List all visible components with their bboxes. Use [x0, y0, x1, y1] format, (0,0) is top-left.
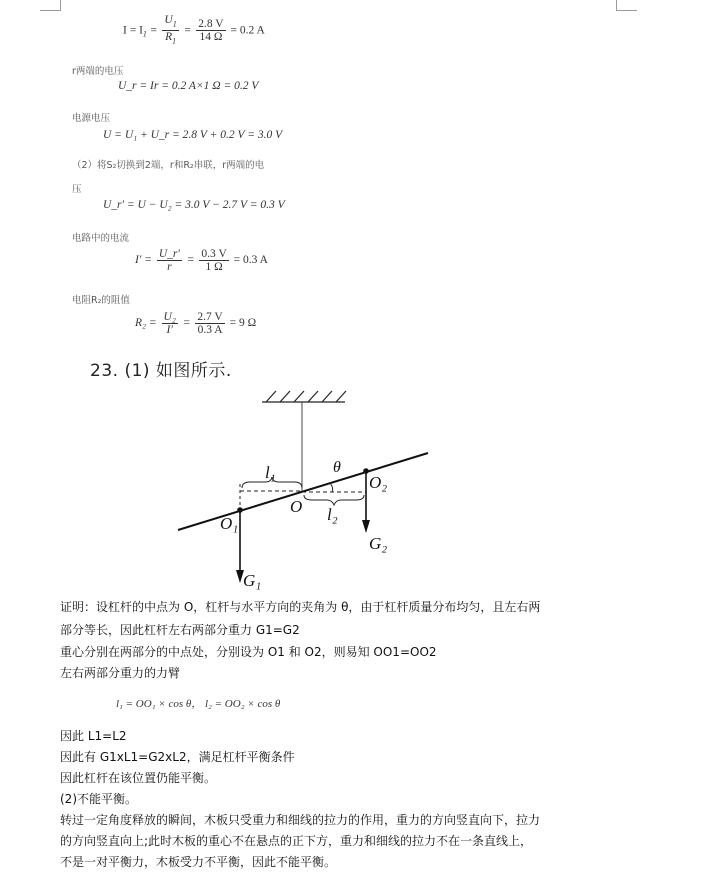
proof-line-2: 部分等长，因此杠杆左右两部分重力 G1=G2	[60, 623, 300, 637]
gravity-arrowhead-G2	[362, 520, 370, 533]
equation-current: $I = I_1$ = $\frac{U_1}{R_1}$ = $\frac{2.8 V}{14 \Omega}$ = 0.2 A	[123, 14, 265, 46]
label-l1: l₁	[265, 463, 276, 482]
explanation-line-1: 转过一定角度释放的瞬间，木板只受重力和细线的拉力的作用，重力的方向竖直向下，拉力	[60, 813, 541, 827]
crop-mark-right	[616, 0, 637, 11]
proof-line-6: 因此有 G1xL1=G2xL2，满足杠杆平衡条件	[60, 750, 295, 764]
label-O1: O₁	[220, 514, 239, 533]
caption-r-voltage: r两端的电压	[72, 66, 124, 77]
brace-l2	[304, 495, 364, 505]
proof-line-7: 因此杠杆在该位置仍能平衡。	[60, 771, 217, 785]
crop-mark-left	[40, 0, 61, 11]
label-G2: G₂	[369, 534, 388, 553]
explanation-line-3: 不是一对平衡力，木板受力不平衡，因此不能平衡。	[60, 855, 337, 869]
equation-circuit-current: I′ = $\frac{U\_r'}{r}$ = $\frac{0.3 V}{1 \Omega}$ = 0.3 A	[135, 248, 268, 273]
label-O2: O₂	[369, 473, 388, 492]
caption-q2-line1: （2）将S₂切换到2端，r和R₂串联，r两端的电	[72, 160, 265, 171]
question-23-heading: 23. (1) 如图所示.	[90, 361, 232, 381]
explanation-line-2: 的方向竖直向上;此时木板的重心不在悬点的正下方，重力和细线的拉力不在一条直线上，	[60, 834, 533, 848]
proof-line-4: 左右两部分重力的力臂	[60, 666, 181, 680]
label-G1: G₁	[243, 571, 262, 590]
caption-q2-line2: 压	[72, 184, 82, 195]
equation-source-voltage: U = U₁ + U_r = 2.8 V + 0.2 V = 3.0 V	[103, 129, 283, 141]
caption-source-voltage: 电源电压	[72, 113, 111, 124]
label-l2: l₂	[327, 505, 338, 524]
caption-circuit-current: 电路中的电流	[72, 233, 130, 244]
caption-r2-resistance: 电阻R₂的阻值	[72, 295, 130, 306]
answer-part-2: (2)不能平衡。	[60, 792, 137, 806]
angle-arc	[330, 483, 333, 492]
proof-line-1: 证明：设杠杆的中点为 O，杠杆与水平方向的夹角为 θ，由于杠杆质量分布均匀，且左右两	[60, 600, 541, 614]
proof-line-5: 因此 L1=L2	[60, 729, 127, 743]
equation-r-voltage: U_r = Ir = 0.2 A×1 Ω = 0.2 V	[118, 80, 259, 92]
equation-r2-resistance: R₂ = $\frac{\text{U₂}}{I'}$ = $\frac{2.7 V}{0.3 A}$ = 9 Ω	[135, 311, 257, 336]
label-theta: θ	[333, 459, 341, 476]
equation-r-voltage-2: U_r′ = U − U₂ = 3.0 V − 2.7 V = 0.3 V	[103, 199, 285, 211]
label-O: O	[290, 497, 303, 516]
ceiling-support	[262, 391, 346, 402]
proof-line-3: 重心分别在两部分的中点处，分别设为 O1 和 O2，则易知 OO1=OO2	[60, 645, 437, 659]
lever-arm-formula: l₁ = OO₁ × cos θ， l₂ = OO₂ × cos θ	[116, 698, 281, 710]
lever-diagram	[170, 388, 450, 593]
